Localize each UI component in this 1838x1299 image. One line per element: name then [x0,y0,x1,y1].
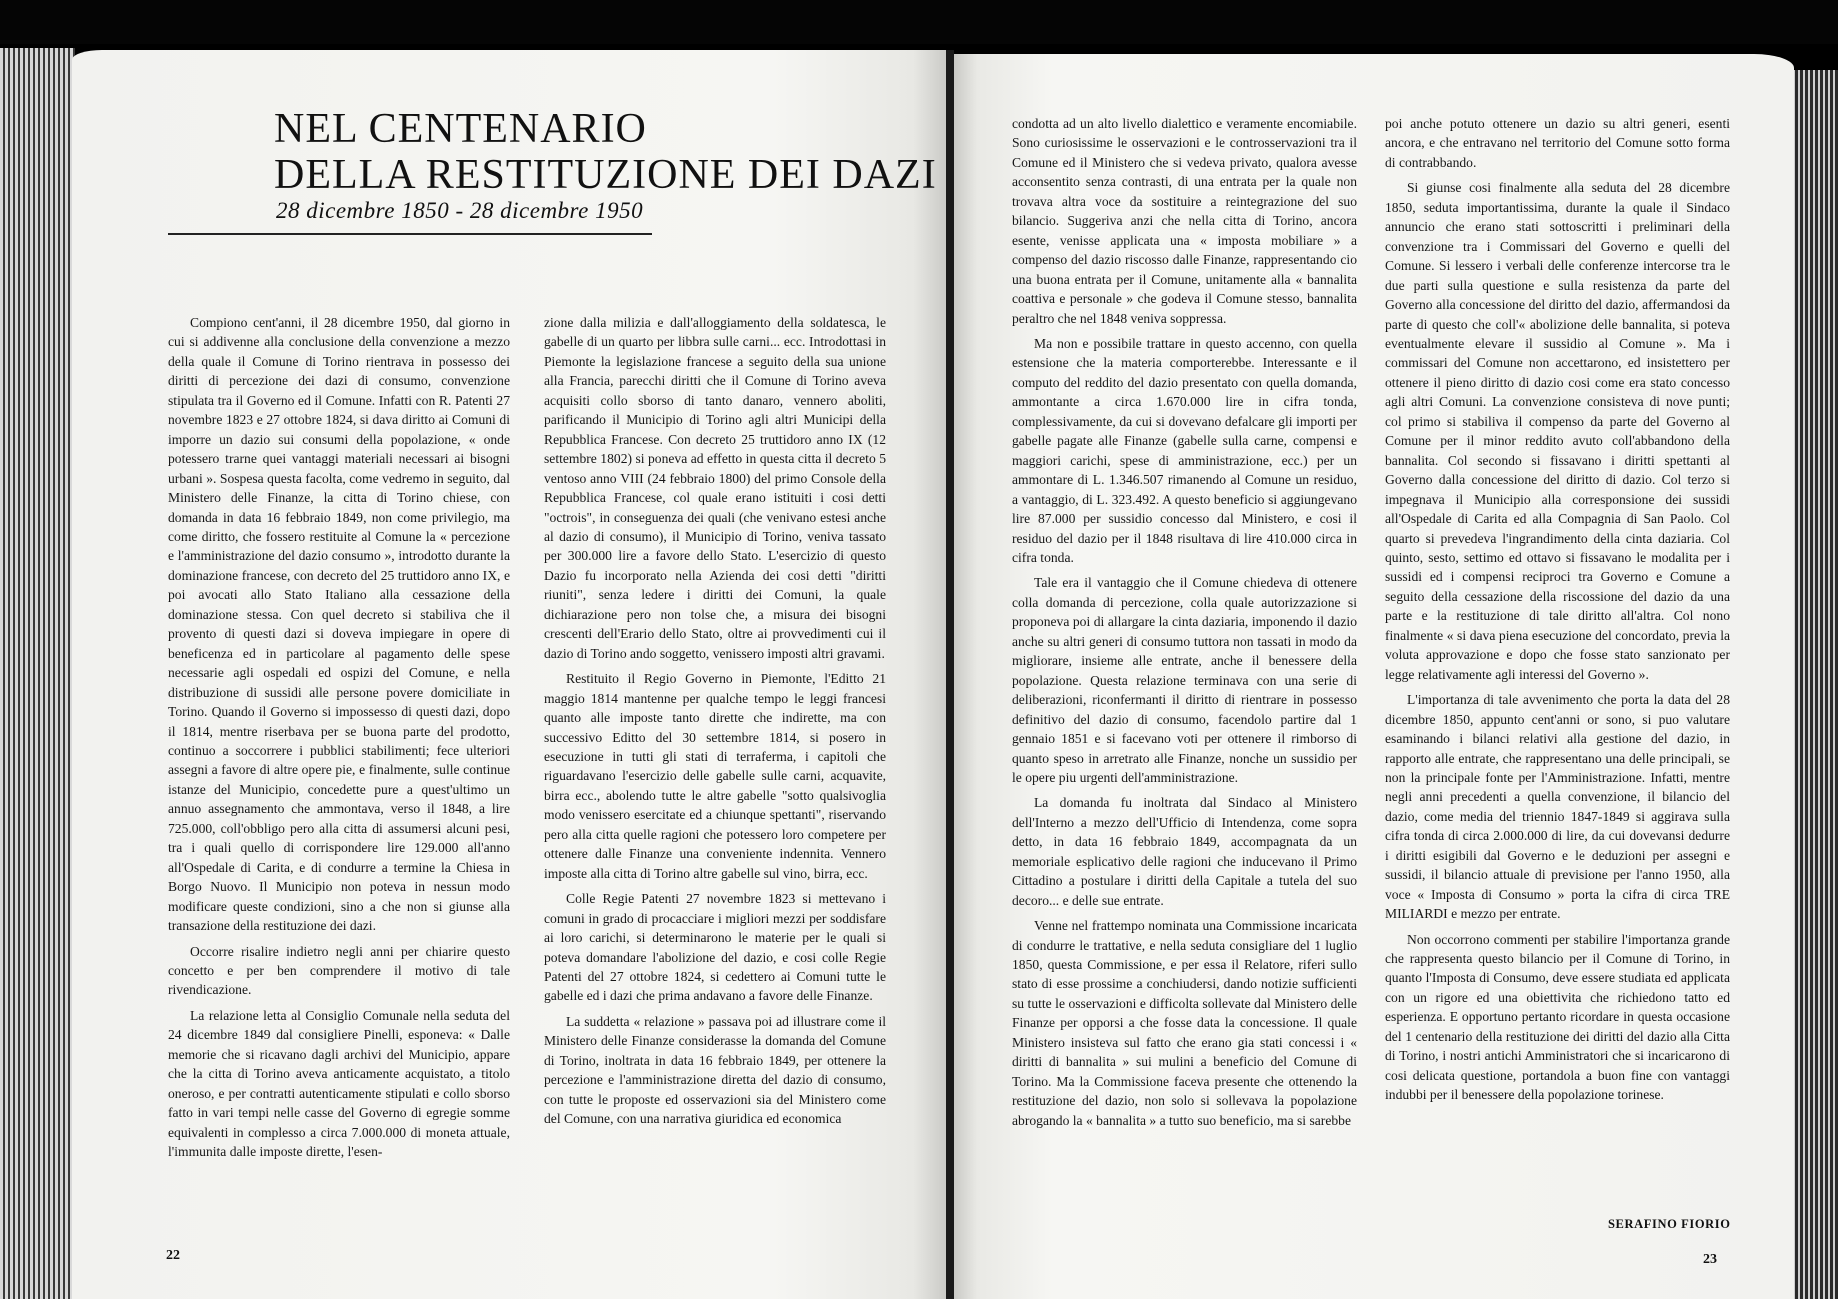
scan-background-top [0,0,1838,44]
article-subtitle: 28 dicembre 1850 - 28 dicembre 1950 [276,198,644,223]
paragraph: La relazione letta al Consiglio Comunale nella seduta del 24 dicembre 1849 dal consigliere Pinelli, esponeva: « Dalle memorie che si ricavano dagli archivi del Municipio, appare che la citta di Torino aveva anticamente acquistato, a titolo oneroso, e per contratti autenticamente stipulati e collo sborso fatto in vari tempi nelle casse del Governo di egregie somme equivalenti in complesso a circa 7.000.000 di moneta attuale, l'immunita dalle imposte dirette, l'esen- [168,1007,510,1160]
paragraph: La suddetta « relazione » passava poi ad illustrare come il Ministero delle Finanze considerasse la domanda del Comune di Torino, inoltrata in data 16 febbraio 1849, per ottenere la percezione e l'amministrazione diretta del dazio di consumo, con tutte le proposte ed osservazioni sia del Ministero come del Comune, con una narrativa giuridica ed economica [544,1013,886,1127]
paragraph: Non occorrono commenti per stabilire l'importanza grande che rappresenta questo bilancio per il Comune di Torino, in quanto l'Imposta di Consumo, deve essere studiata ed applicata con un rigore ed una obiettivita che richiedono tatto ed esperienza. E opportuno pertanto ricordare in questa occasione del 1 centenario della restituzione dei diritti del dazio alla Citta di Torino, i nostri antichi Amministratori che si incaricarono di cosi delicata questione, portandola a buon fine con vantaggi indubbi per il benessere della popolazione torinese. [1385,931,1730,1103]
right-page-column-1 [1012,114,1357,1234]
page-number-right: 23 [1703,1252,1717,1267]
author-signature: SERAFINO FIORIO [1608,1217,1731,1231]
page-stack-right-edge [1790,70,1838,1299]
page-number-left: 22 [166,1248,180,1263]
paragraph: Colle Regie Patenti 27 novembre 1823 si mettevano i comuni in grado di procacciare i migliori mezzi per soddisfare ai loro carichi, si determinarono le materie per le quali si poteva domandare l'abolizione del dazio, e cosi colle Regie Patenti del 27 ottobre 1824, si cedettero ai Comuni tutte le gabelle ed i dazi che prima andavano a favore delle Finanze. [544,891,886,1004]
title-line-1: NEL CENTENARIO [274,106,647,152]
title-line-2: DELLA RESTITUZIONE DEI DAZI [274,152,937,198]
paragraph: L'importanza di tale avvenimento che porta la data del 28 dicembre 1850, appunto cent'anni or sono, si puo valutare esaminando i bilanci relativi alla gestione del dazio, in rapporto alle entrate, che rappresentano una delle principali, se non la principale fonte per l'Amministrazione. Infatti, mentre negli anni precedenti a quella convenzione, il bilancio del dazio, come media del triennio 1847-1849 si aggirava sulla cifra tonda di circa 2.000.000 di lire, da cui dovevansi dedurre i diritti esigibili dal Governo e le deduzioni per assegni e sussidi, il bilancio attuale di previsione per l'anno 1950, alla voce « Imposta di Consumo » porta la cifra di circa TRE MILIARDI e mezzo per entrate. [1385,692,1730,922]
paragraph: poi anche potuto ottenere un dazio su altri generi, esenti ancora, e che entravano nel territorio del Comune sotto forma di contrabbando. [1385,116,1730,170]
paragraph: Venne nel frattempo nominata una Commissione incaricata di condurre le trattative, e nella seduta consigliare del 1 luglio 1850, questa Commissione, e per essa il Relatore, riferi sullo stato di esse prossime a conchiudersi, dando notizie sufficienti su tutte le osservazioni e difficolta sollevate dal Ministero delle Finanze per opporsi a che fosse data la concessione. Il quale Ministero insisteva sul fatto che erano gia stati concessi i « diritti di bannalita » sui mulini a beneficio del Comune di Torino. Ma la Commissione faceva presente che ottenendo la restituzione del dazio, non solo si sollevava la popolazione abrogando la « bannalita » a tutto suo beneficio, ma si sarebbe [1012,918,1357,1128]
left-page-column-2 [544,313,886,1233]
paragraph: zione dalla milizia e dall'alloggiamento della soldatesca, le gabelle di un quarto per libbra sulle carni... ecc. Introdottasi in Piemonte la legislazione francese a seguito della sua unione alla Francia, parecchi diritti che il Comune di Torino aveva acquisiti collo sborso di tanto danaro, vennero aboliti, parificando il Municipio di Torino agli altri Municipi della Repubblica Francese. Con decreto 25 truttidoro anno IX (12 settembre 1802) si poneva ad effetto in questa citta il decreto 5 ventoso anno VIII (24 febbraio 1800) del primo Console della Repubblica Francese, col quale erano istituiti i cosi detti "octrois", in conseguenza dei quali (che venivano estesi anche al dazio di consumo), il Municipio di Torino, veniva tassato per 300.000 lire a favore dello Stato. L'esercizio di questo Dazio fu incorporato nella Azienda dei cosi detti "diritti riuniti", senza ledere i diritti dei Comuni, la quale dichiarazione pero non tolse che, a misura dei bisogni crescenti dell'Erario dello Stato, oltre ai provvedimenti cui il dazio di Torino ando soggetto, venissero imposti altri gravami. [544,315,886,661]
paragraph: Ma non e possibile trattare in questo accenno, con quella estensione che la materia comporterebbe. Interessante e il computo del reddito del dazio presentato con quella domanda, ammontante a circa 1.670.000 lire in cifra tonda, complessivamente, da cui si dovevano defalcare gli importi per gabelle pagate alle Finanze (gabelle sulla carne, compensi e maggiori carichi, spese di amministrazione, ecc.) per un ammontare di L. 1.346.507 rimanendo al Comune un residuo, a vantaggio, di L. 323.492. A questo beneficio si aggiungevano lire 87.000 per sussidio concesso dal Ministero, e cosi il residuo del dazio per il 1848 risultava di lire 410.000 circa in cifra tonda. [1012,335,1357,565]
paragraph: Occorre risalire indietro negli anni per chiarire questo concetto e per ben comprendere il motivo di tale rivendicazione. [168,943,510,998]
page-stack-left-edge [0,48,75,1299]
article-title [274,106,937,198]
paragraph: Compiono cent'anni, il 28 dicembre 1950, dal giorno in cui si addivenne alla conclusione della convenzione a mezzo della quale il Comune di Torino rientrava in possesso dei diritti di percezione dei dazi di consumo, convenzione stipulata tra il Governo ed il Comune. Infatti con R. Patenti 27 novembre 1823 e 27 ottobre 1824, si dava diritto ai Comuni di imporre un dazio sui consumi della popolazione, « onde potessero trarne quei vantaggi materiali necessari ai bisogni urbani ». Sospesa questa facolta, come vedremo in seguito, dal Ministero delle Finanze, la citta di Torino chiese, con domanda in data 16 febbraio 1849, non come privilegio, ma come diritto, che fossero restituite al Comune la « percezione e l'amministrazione del dazio consumo », introdotto durante la dominazione francese, con decreto del 25 truttidoro anno IX, e poi avocati allo Stato Italiano alla cessazione della dominazione stessa. Con quel decreto si stabiliva che il provento di questi dazi si doveva impiegare in opere di beneficenza ed in particolare al pagamento delle spese necessarie agli ospedali ed ospizi del Comune, e nella distribuzione di sussidi alle persone povere domiciliate in Torino. Quando il Governo si impossesso di questi dazi, dopo il 1814, mentre riserbava per se buona parte del prodotto, continuo a soccorrere i pubblici stabilimenti; fece ulteriori assegni a favore di altre opere pie, e finalmente, sulle continue istanze del Municipio, concedette pure a quest'ultimo un annuo assegnamento che ammontava, verso il 1848, a lire 725.000, coll'obbligo pero alla citta di assumersi alcuni pesi, tra i quali quello di corrispondere lire 129.000 all'anno all'Ospedale di Carita, e di condurre a termine la Chiesa in Borgo Nuovo. Il Municipio non poteva in nessun modo modificare queste condizioni, sino a che non si giunse alla transazione della restituzione dei dazi. [168,315,510,934]
left-page-column-1 [168,313,510,1233]
paragraph: Restituito il Regio Governo in Piemonte, l'Editto 21 maggio 1814 mantenne per qualche tempo le leggi francesi quanto alle imposte tanto dirette che indirette, ma con successivo Editto del 30 settembre 1814, si posero in esecuzione in tutti gli stati di terraferma, i capitoli che riguardavano l'esercizio delle gabelle sulle carni, acquavite, birra ecc., abolendo tutte le altre gabelle "sotto qualsivoglia modo venissero esercitate ed a chiunque spettanti", riservando pero alla citta quelle ragioni che potessero loro competere per ottenere dalle Finanze una conveniente indennita. Vennero imposte alla citta di Torino altre gabelle sul vino, birra, ecc. [544,671,886,881]
paragraph: La domanda fu inoltrata dal Sindaco al Ministero dell'Interno a mezzo dell'Ufficio di Intendenza, come sopra detto, in data 16 febbraio 1849, accompagnata da un memoriale esplicativo delle ragioni che inducevano il Primo Cittadino a postulare i diritti della Capitale a tutela del suo decoro... e delle sue entrate. [1012,795,1357,908]
book-gutter [946,50,954,1299]
title-rule [168,233,652,235]
paragraph: condotta ad un alto livello dialettico e veramente encomiabile. Sono curiosissime le osservazioni e le controsservazioni tra il Comune ed il Ministero che si vedeva privato, qualora avesse acconsentito senza contrasti, di una entrata per la quale non trovava altra voce da sostituire a reintegrazione del suo bilancio. Suggeriva anzi che nella citta di Torino, ancora esente, venisse applicata una « imposta mobiliare » a compenso del dazio riscosso dalle Finanze, rappresentando cio una buona entrata per il Comune, unitamente alla « bannalita coattiva e personale » che godeva il Comune stesso, bannalita peraltro che nel 1848 veniva soppressa. [1012,116,1357,326]
paragraph: Si giunse cosi finalmente alla seduta del 28 dicembre 1850, seduta importantissima, durante la quale il Sindaco annuncio che erano stati sottoscritti i preliminari della convenzione tra i Commissari del Governo e quelli del Comune. Si lessero i verbali delle conferenze intercorse tra le due parti sulla questione e sulla resistenza da parte del Governo alla concessione del diritto del dazio, affermandosi da parte di questo che coll'« abolizione delle bannalita, si poteva eventualmente elevare il sussidio al Comune ». Ma i commissari del Comune non accettarono, ed insistettero per ottenere il pieno diritto di dazio cosi come era stato concesso agli altri Comuni. La convenzione consisteva di nove punti; col primo si stabiliva il compenso da parte del Governo al Comune per il minor reddito avuto coll'abbandono della bannalita. Col secondo si fissavano i diritti spettanti al Governo dalla concessione del diritto di dazio. Col terzo si impegnava il Municipio alla corresponsione dei sussidi all'Ospedale di Carita ed alla Compagnia di San Paolo. Col quarto si prevedeva l'ingrandimento della cinta daziaria. Col quinto, sesto, settimo ed ottavo si fissavano le modalita per i sussidi ed i compensi reciproci tra Governo e Comune a seguito della cessazione della riscossione del dazio da una parte e la restituzione di tale diritto all'altra. Col nono finalmente « si dava piena esecuzione del concordato, previa la voluta approvazione e dopo che fosse stato sanzionato per legge relativamente agli interessi del Governo ». [1385,180,1730,682]
paragraph: Tale era il vantaggio che il Comune chiedeva di ottenere colla domanda di percezione, colla quale autorizzazione si proponeva poi di allargare la cinta daziaria, imponendo il dazio anche su altri generi di consumo tuttora non tassati in modo da migliorare, insieme alle entrate, anche il benessere della popolazione. Questa relazione terminava con una serie di deliberazioni, riconfermanti il diritto di rientrare in possesso definitivo del dazio di consumo, facendolo partire dal 1 gennaio 1851 e si facevano voti per ottenere il rimborso di quanto speso in arretrato alle Finanze, nonche un sussidio per le opere piu urgenti dell'amministrazione. [1012,575,1357,785]
right-page-column-2 [1385,114,1730,1234]
